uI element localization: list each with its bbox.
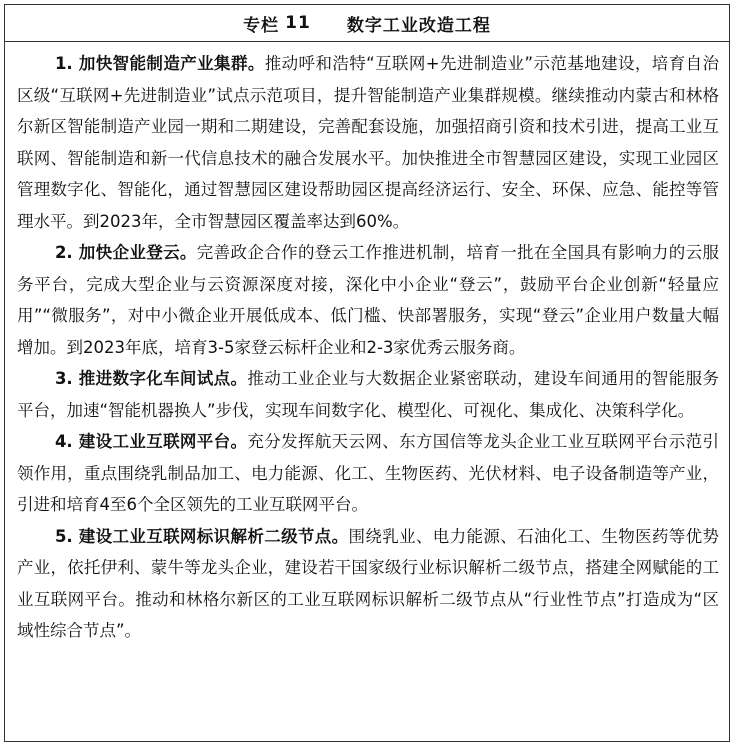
list-item [17,426,719,521]
item-body: 推动工业企业与大数据企业紧密联动，建设车间通用的智能服务平台，加速“智能机器换人”步伐，实现车间数字化、模型化、可视化、集成化、决策科学化。 [17,369,719,420]
box-title: 数字工业改造工程 [346,15,491,36]
box-number: 11 [285,13,311,33]
item-heading: 2. 加快企业登云。 [54,243,197,262]
item-body: 推动呼和浩特“互联网+先进制造业”示范基地建设，培育自治区级“互联网+先进制造业”试点示范项目，提升智能制造产业集群规模。继续推动内蒙古和林格尔新区智能制造产业园一期和二期建设，完善配套设施，加强招商引资和技术引进，提高工业互联网、智能制造和新一代信息技术的融合发展水平。加快推进全市智慧园区建设，实现工业园区管理数字化、智能化，通过智慧园区建设帮助园区提高经济运行、安全、环保、应急、能控等管理水平。到2023年，全市智慧园区覆盖率达到60%。 [17,54,719,231]
box-content [5,42,729,647]
list-item [17,363,719,426]
list-item [17,521,719,647]
item-body: 充分发挥航天云网、东方国信等龙头企业工业互联网平台示范引领作用，重点围绕乳制品加工、电力能源、化工、生物医药、光伏材料、电子设备制造等产业，引进和培育4至6个全区领先的工业互联网平台。 [17,432,719,514]
box-title-row [5,5,729,42]
item-body: 围绕乳业、电力能源、石油化工、生物医药等优势产业，依托伊利、蒙牛等龙头企业，建设若干国家级行业标识解析二级节点，搭建全网赋能的工业互联网平台。推动和林格尔新区的工业互联网标识解析二级节点从“行业性节点”打造成为“区域性综合节点”。 [17,526,719,640]
item-body: 完善政企合作的登云工作推进机制，培育一批在全国具有影响力的云服务平台，完成大型企业与云资源深度对接，深化中小企业“登云”，鼓励平台企业创新“轻量应用”“微服务”，对中小微企业开展低成本、低门槛、快部署服务，实现“登云”企业用户数量大幅增加。到2023年底，培育3-5家登云标杆企业和2-3家优秀云服务商。 [17,243,720,357]
box-label: 专栏 [243,15,280,36]
item-heading: 5. 建设工业互联网标识解析二级节点。 [54,526,349,546]
item-heading: 1. 加快智能制造产业集群。 [54,54,265,73]
item-heading: 4. 建设工业互联网平台。 [54,432,248,451]
list-item [17,48,719,237]
list-item [17,237,719,363]
item-heading: 3. 推进数字化车间试点。 [54,369,248,388]
feature-box [4,4,730,742]
